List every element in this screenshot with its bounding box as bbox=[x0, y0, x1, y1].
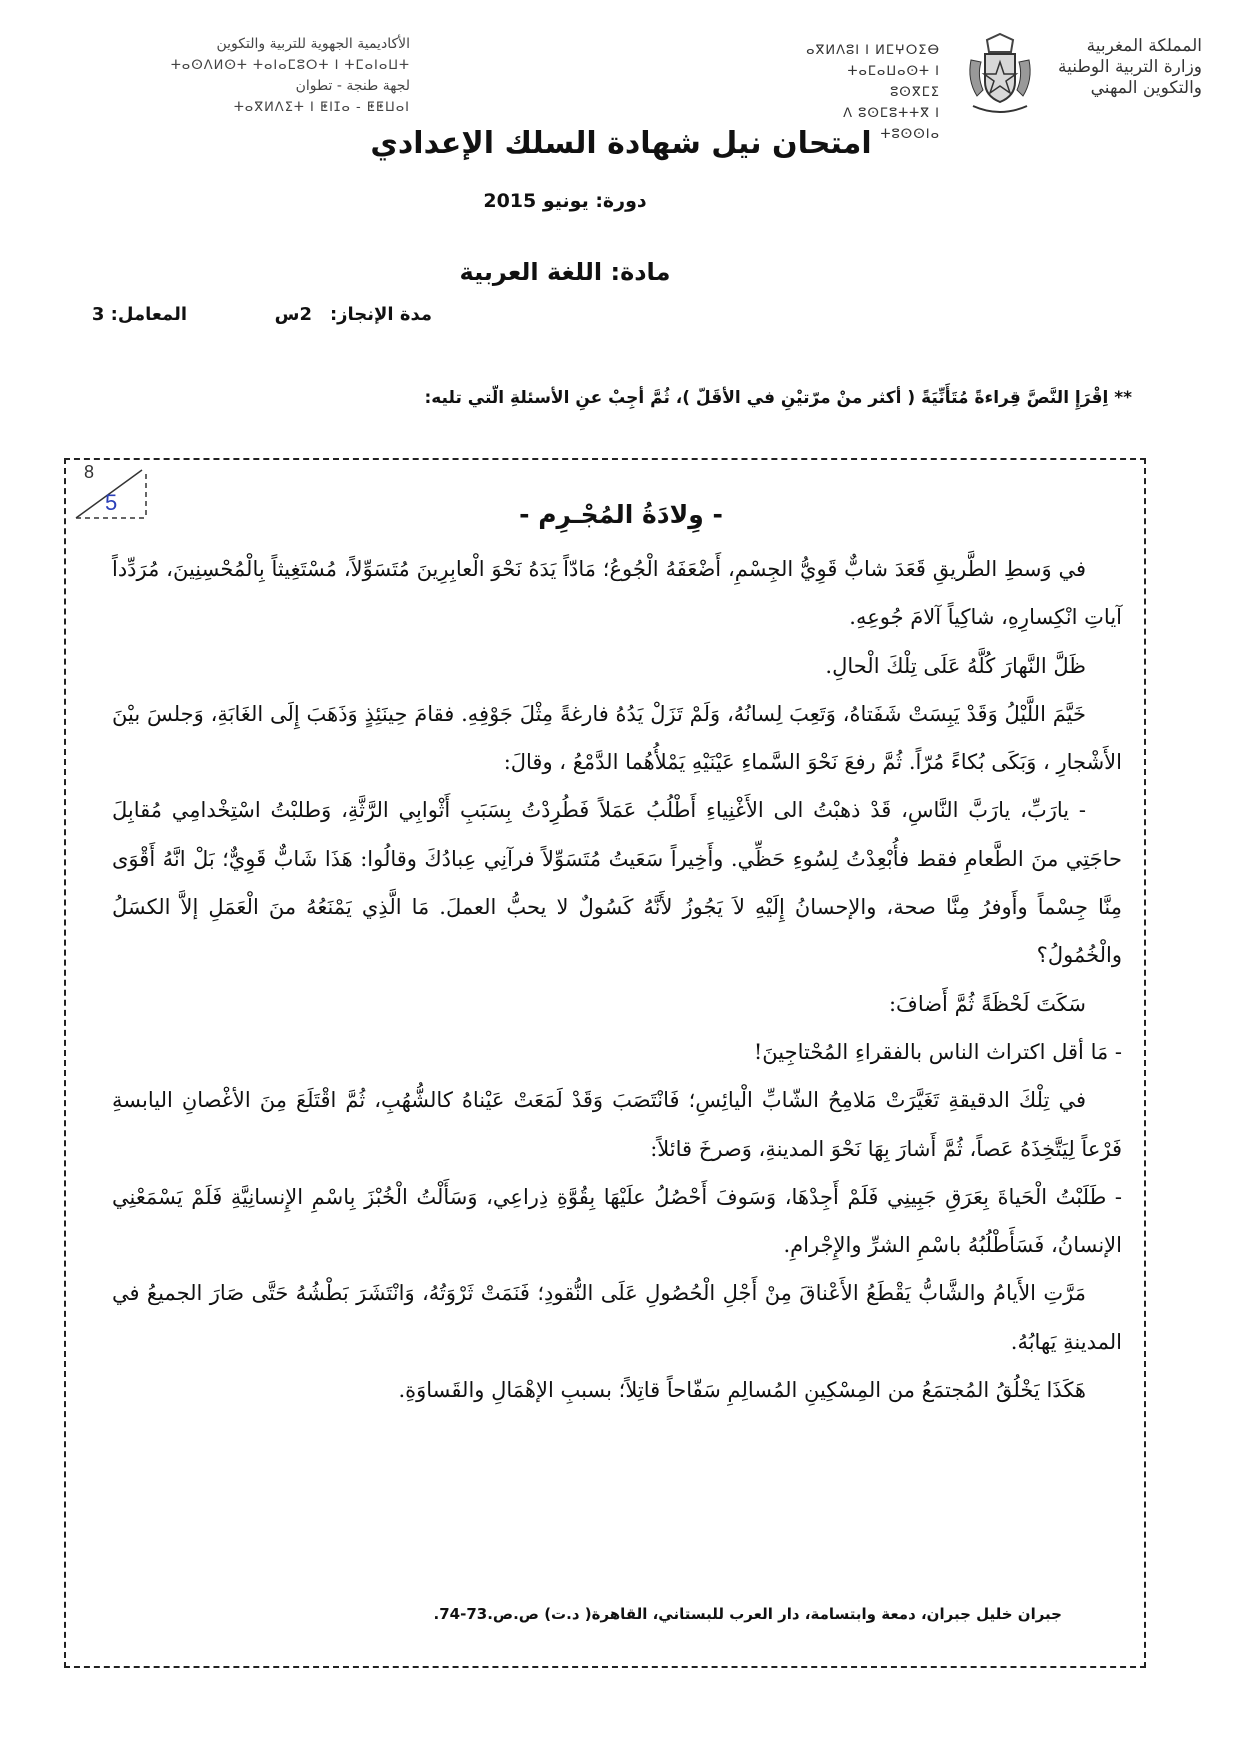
duration-value: 2س bbox=[274, 304, 312, 325]
tifinagh-line: ⵜⴰⵎⴰⵡⴰⵙⵜ ⵏ ⵓⵙⴳⵎⵉ bbox=[847, 64, 940, 100]
ministry-line: والتكوين المهني bbox=[1090, 78, 1202, 98]
reading-instruction: ** اِقْرَإِ النَّصَّ قِراءةً مُتَأَنِّيَةً ( أكثر منْ مرّتيْنِ في الأقَلّ )، ثُمَّ أجِبْ عنِ الأسئلةِ الّتي تليه: bbox=[424, 388, 1132, 408]
story-paragraph: مَرَّتِ الأَيامُ والشَّابُّ يَقْطَعُ الأَعْناقَ مِنْ أَجْلِ الْحُصُولِ عَلَى النُّقودِ؛ فَنَمَتْ ثَرْوَتُهُ، وَانْتَشَرَ بَطْشُهُ حَتَّى صَارَ الجميعُ في المدينةِ يَهابُهُ. bbox=[112, 1281, 1122, 1354]
story-paragraph: - طَلَبْتُ الْحَياةَ بِعَرَقِ جَبِينِي فَلَمْ أَجِدْهَا، وَسَوفَ أَحْصُلُ علَيْهَا بِقُوَّةِ ذِراعِي، وَسَأَلْتُ الْخُبْزَ بِاسْمِ الإِنسانِيَّةِ فَلَمْ يَسْمَعْنِي الإنسانُ، فَسَأَطْلُبُهُ باسْمِ الشرِّ والإِجْرامِ. bbox=[112, 1184, 1122, 1258]
ministry-arabic-lines bbox=[1058, 36, 1202, 99]
story-title: - وِلادَةُ المُجْـرِم - bbox=[519, 500, 723, 529]
ministry-header bbox=[802, 30, 1202, 142]
story-paragraph: خَيَّمَ اللَّيْلُ وَقَدْ يَبِسَتْ شَفَتاهُ، وَتَعِبَ لِسانُهُ، وَلَمْ تَزَلْ يَدُهُ فارغةً مِثْلَ جَوْفِهِ. فقامَ حِينَئِذٍ وَذَهَبَ إِلَى الغَابَةِ، وَجلسَ بيْنَ الأَشْجارِ ، وَبَكَى بُكاءً مُرّاً. ثُمَّ رفعَ نَحْوَ السَّماءِ عَيْنَيْهِ يَمْلأُهُما الدَّمْعُ ، وقالَ: bbox=[112, 701, 1122, 775]
source-citation: جبران خليل جبران، دمعة وابتسامة، دار العرب للبستاني، القاهرة( د.ت) ص.ص.73-74. bbox=[433, 1605, 1062, 1623]
academy-header bbox=[30, 34, 410, 118]
exam-session: دورة: يونيو 2015 bbox=[483, 190, 647, 212]
grade-denominator: 5 bbox=[105, 490, 118, 515]
exam-meta bbox=[72, 304, 432, 334]
ministry-line: وزارة التربية الوطنية bbox=[1057, 57, 1202, 77]
academy-line: لجهة طنجة - تطوان bbox=[295, 78, 410, 94]
story-body bbox=[112, 545, 1122, 1414]
story-paragraph: ظَلَّ النَّهارَ كُلَّهُ عَلَى تِلْكَ الْحالِ. bbox=[825, 653, 1086, 678]
academy-line: الأكاديمية الجهوية للتربية والتكوين bbox=[216, 36, 410, 52]
grade-numerator: 8 bbox=[84, 462, 95, 482]
tifinagh-line: ⴰⴳⵍⴷⵓⵏ ⵏ ⵍⵎⵖⵔⵉⴱ bbox=[806, 43, 940, 58]
story-paragraph: هَكَذَا يَخْلُقُ المُجتمَعُ من المِسْكِينِ المُسالِمِ سَفّاحاً قاتِلاً؛ بسببِ الإهْمَالِ والقَساوَةِ. bbox=[398, 1378, 1086, 1403]
tifinagh-line: ⴷ ⵓⵙⵎⵓⵜⵜⴳ ⵏ ⵜⵓⵙⵙⵏⴰ bbox=[843, 106, 940, 142]
exam-title: امتحان نيل شهادة السلك الإعدادي bbox=[370, 126, 872, 161]
duration-label: مدة الإنجاز: bbox=[329, 304, 432, 325]
story-paragraph: - يارَبِّ، يارَبَّ النَّاسِ، قَدْ ذهبْتُ الى الأَغْنِياءِ أَطْلُبُ عَمَلاً فَطُرِدْتُ بِسَبَبِ أَثْوابِي الرَّثَّةِ، وَطلبْتُ اسْتِخْدامِي مُقابِلَ حاجَتِي منَ الطَّعامِ فقط فأُبْعِدْتُ لِسُوءِ حَظِّي. وأَخِيراً سَعَيتُ مُتَسَوِّلاً فرآنِي عِبادُكَ وقالُوا: هَذَا شَابٌّ قَوِيٌّ؛ بَلْ انَّهُ أَقْوَى مِنَّا جِسْماً وأَوفرُ مِنَّا صحة، والإحسانُ إِلَيْهِ لاَ يَجُوزُ لأَنَّهُ كَسُولٌ لا يحبُّ العملَ. مَا الَّذِي يَمْنَعُهُ منَ الْعَمَلِ إلاَّ الكسَلُ والْخُمُولُ؟ bbox=[112, 798, 1122, 968]
coefficient: المعامل: 3 bbox=[91, 304, 187, 325]
academy-tifinagh-line: ⵜⴰⵙⴷⵍⵙⵜ ⵜⴰⵏⴰⵎⵓⵔⵜ ⵏ ⵜⵎⴰⵏⴰⵡⵜ bbox=[170, 58, 410, 73]
coat-of-arms-icon bbox=[963, 30, 1037, 116]
story-paragraph: في تِلْكَ الدقيقةِ تَغَيَّرَتْ مَلامِحُ الشّابِّ الْيائِسِ؛ فَانْتَصَبَ وَقَدْ لَمَعَتْ عَيْناهُ كالشُّهُبِ، ثُمَّ اقْتَلَعَ مِنَ الأغْصانِ اليابسةِ فَرْعاً لِيَتَّخِذَهُ عَصاً، ثُمَّ أَشارَ بِهَا نَحْوَ المدينةِ، وَصرخَ قائلاً: bbox=[112, 1088, 1122, 1161]
story-paragraph: - مَا أقل اكتراث الناس بالفقراءِ المُحْتاجِينَ! bbox=[753, 1039, 1122, 1064]
story-paragraph: سَكَتَ لَحْظَةً ثُمَّ أَضافَ: bbox=[888, 991, 1086, 1016]
story-paragraph: في وَسطِ الطَّريقِ قَعَدَ شابٌّ قَوِيُّ الجِسْمِ، أَضْعَفَهُ الْجُوعُ؛ مَادّاً يَدَهُ نَحْوَ الْعابِرِينَ مُتَسَوِّلاً، مُسْتَغِيثاً بِالْمُحْسِنِينَ، مُرَدِّداً آياتِ انْكِسارِهِ، شاكِياً آلامَ جُوعِهِ. bbox=[112, 557, 1122, 630]
exam-subject: مادة: اللغة العربية bbox=[459, 258, 671, 286]
ministry-line: المملكة المغربية bbox=[1086, 36, 1202, 56]
academy-tifinagh-line: ⵜⴰⴳⵍⴷⵉⵜ ⵏ ⵟⵏⵊⴰ - ⵟⵟⵡⴰⵏ bbox=[233, 100, 410, 115]
